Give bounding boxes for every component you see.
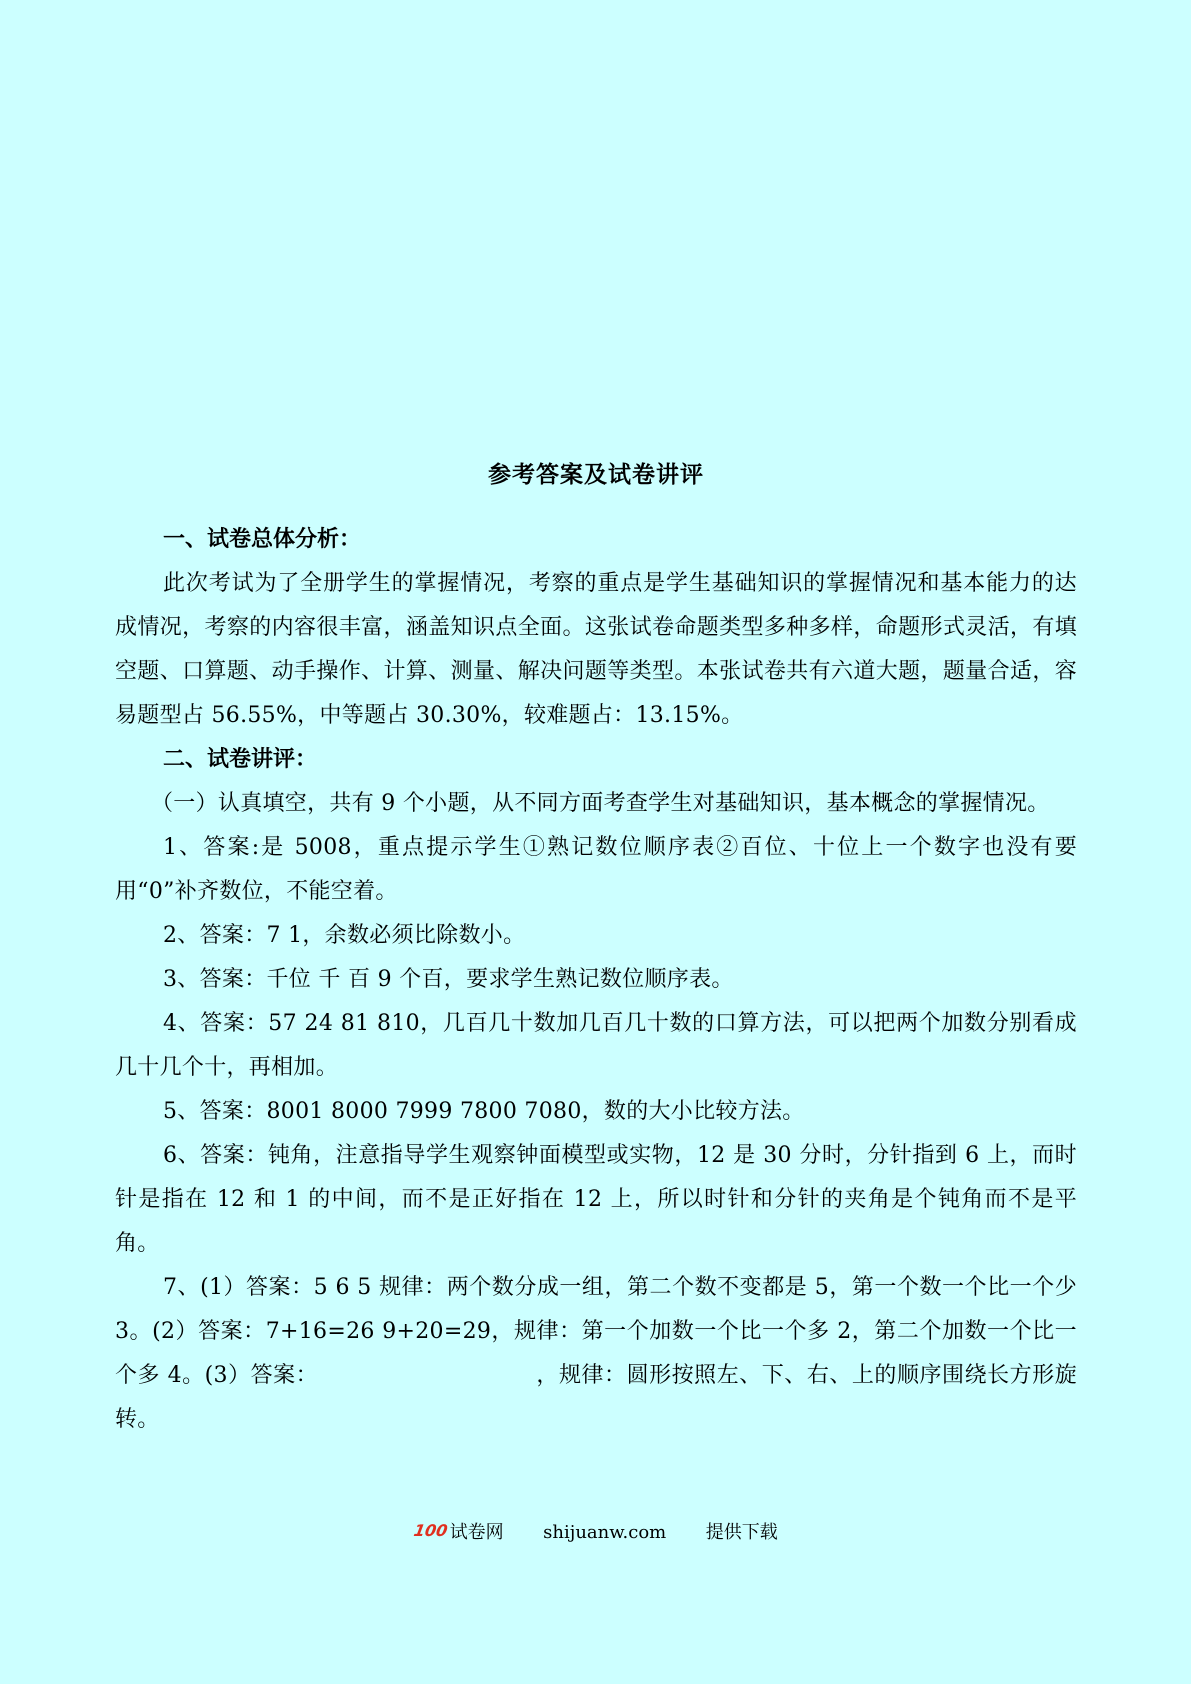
document-body — [115, 518, 1077, 1442]
answer-3: 3、答案：千位 千 百 9 个百，要求学生熟记数位顺序表。 — [163, 967, 734, 992]
answer-6: 6、答案：钝角，注意指导学生观察钟面模型或实物，12 是 30 分时，分针指到 6 上，而时针是指在 12 和 1 的中间，而不是正好指在 12 上，所以时针和分针的夹角是个钝角而不是平角。 — [115, 1143, 1077, 1256]
footer-url[interactable]: shijuanw.com — [543, 1522, 667, 1543]
footer-tagline: 提供下载 — [705, 1522, 778, 1543]
section-heading-review: 二、试卷讲评： — [163, 747, 318, 772]
document-page — [115, 0, 1077, 1684]
page-footer — [115, 1518, 1077, 1544]
answer-7-part2: ，规律：圆形按照左、下、右、上的顺序围绕长方形旋转。 — [115, 1363, 1077, 1432]
answer-2: 2、答案：7 1，余数必须比除数小。 — [163, 923, 526, 948]
document-title: 参考答案及试卷讲评 — [488, 462, 704, 488]
footer-site-name: 试卷网 — [449, 1522, 504, 1543]
overall-analysis-paragraph: 此次考试为了全册学生的掌握情况，考察的重点是学生基础知识的掌握情况和基本能力的达成情况，考察的内容很丰富，涵盖知识点全面。这张试卷命题类型多种多样，命题形式灵活，有填空题、口算题、动手操作、计算、测量、解决问题等类型。本张试卷共有六道大题，题量合适，容易题型占 56.55%，中等题占 30.30%，较难题占：13.15%。 — [115, 571, 1077, 728]
answer-7 — [115, 1266, 1077, 1442]
answer-1: 1、答案:是 5008，重点提示学生①熟记数位顺序表②百位、十位上一个数字也没有要用“0”补齐数位，不能空着。 — [115, 835, 1077, 904]
fill-blank-intro: （一）认真填空，共有 9 个小题，从不同方面考查学生对基础知识，基本概念的掌握情况。 — [151, 791, 1050, 816]
site-logo-icon: 100 — [412, 1521, 450, 1540]
section-heading-overall-analysis: 一、试卷总体分析： — [163, 527, 362, 552]
answer-5: 5、答案：8001 8000 7999 7800 7080，数的大小比较方法。 — [163, 1099, 805, 1124]
answer-4: 4、答案：57 24 81 810，几百几十数加几百几十数的口算方法，可以把两个加数分别看成几十几个十，再相加。 — [115, 1011, 1077, 1080]
answer-7-part1: 7、(1）答案：5 6 5 规律：两个数分成一组，第二个数不变都是 5，第一个数一个比一个少 3。(2）答案：7+16=26 9+20=29，规律：第一个加数一个比一个多 2，第二个加数一个比一个多 4。(3）答案： — [115, 1275, 1077, 1388]
